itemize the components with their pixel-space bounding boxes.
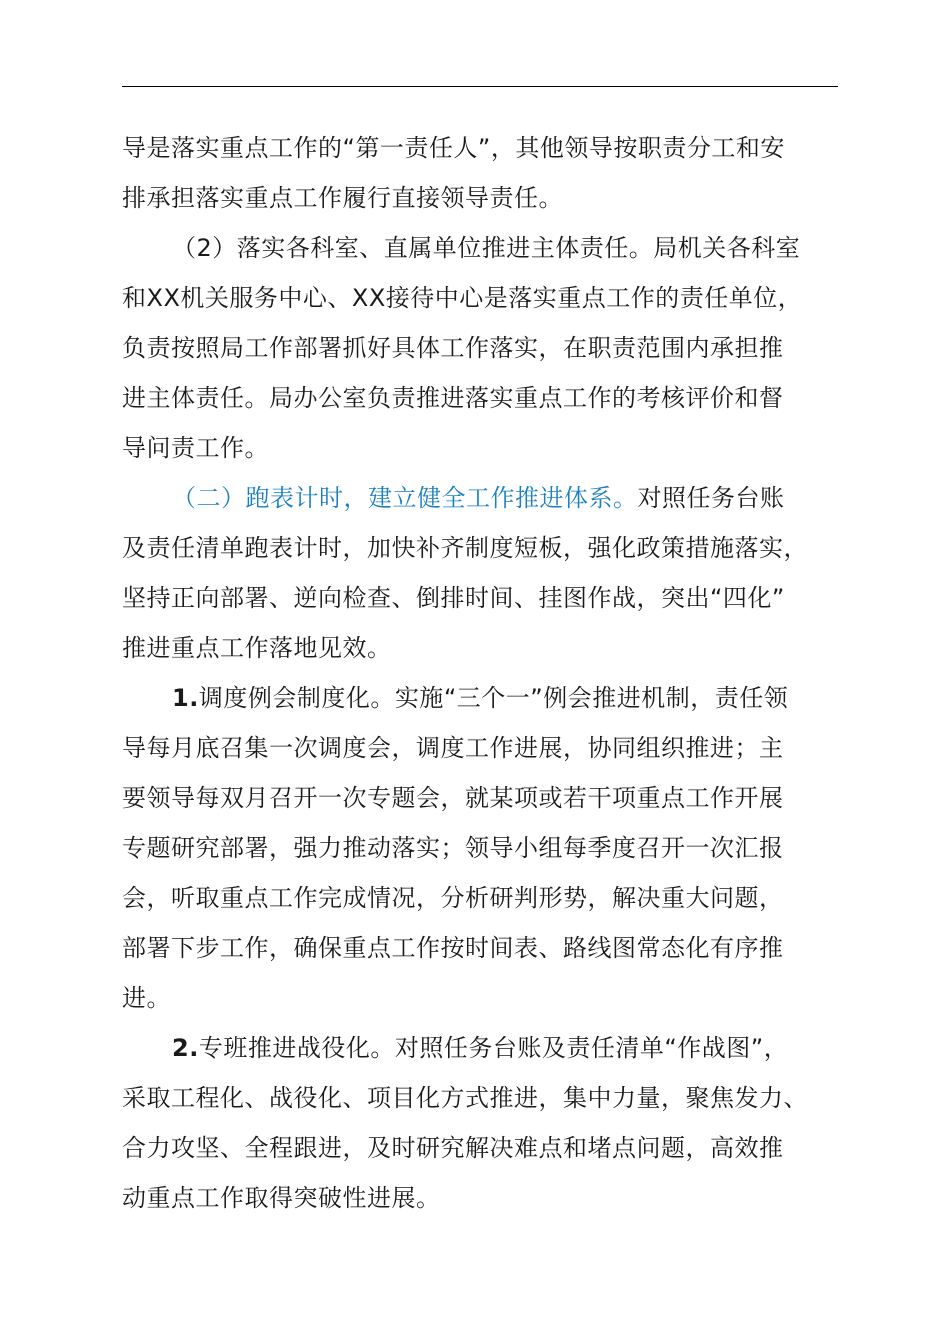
text-line: 进主体责任。局办公室负责推进落实重点工作的考核评价和督 bbox=[122, 384, 784, 412]
text-line: 动重点工作取得突破性进展。 bbox=[122, 1184, 441, 1212]
paragraph-start-line: （2）落实各科室、直属单位推进主体责任。局机关各科室 bbox=[172, 234, 801, 262]
section-heading: （二）跑表计时，建立健全工作推进体系。 bbox=[172, 484, 638, 512]
text-line: 会，听取重点工作完成情况，分析研判形势，解决重大问题， bbox=[122, 884, 784, 912]
text-line: 导每月底召集一次调度会，调度工作进展，协同组织推进；主 bbox=[122, 734, 784, 762]
text-line: 要领导每双月召开一次专题会，就某项或若干项重点工作开展 bbox=[122, 784, 784, 812]
section-heading-continuation: 对照任务台账 bbox=[637, 484, 785, 512]
document-body bbox=[122, 123, 862, 1223]
item-number: 1. bbox=[172, 684, 199, 712]
text-line: 专题研究部署，强力推动落实；领导小组每季度召开一次汇报 bbox=[122, 834, 784, 862]
text-line: 导问责工作。 bbox=[122, 434, 269, 462]
text-line: 合力攻坚、全程跟进，及时研究解决难点和堵点问题，高效推 bbox=[122, 1134, 784, 1162]
text-line: 采取工程化、战役化、项目化方式推进，集中力量，聚焦发力、 bbox=[122, 1084, 808, 1112]
text-line: 导是落实重点工作的“第一责任人”，其他领导按职责分工和安 bbox=[122, 134, 785, 162]
text-line: 排承担落实重点工作履行直接领导责任。 bbox=[122, 184, 563, 212]
text-line: 负责按照局工作部署抓好具体工作落实，在职责范围内承担推 bbox=[122, 334, 784, 362]
item-number: 2. bbox=[172, 1034, 199, 1062]
text-line: 和XX机关服务中心、XX接待中心是落实重点工作的责任单位， bbox=[122, 284, 803, 312]
item-text: 调度例会制度化。实施“三个一”例会推进机制，责任领 bbox=[198, 684, 789, 712]
text-line: 推进重点工作落地见效。 bbox=[122, 634, 392, 662]
text-line: 部署下步工作，确保重点工作按时间表、路线图常态化有序推 bbox=[122, 934, 784, 962]
numbered-item-line bbox=[122, 673, 862, 723]
header-rule bbox=[122, 86, 838, 87]
text-line: 进。 bbox=[122, 984, 171, 1012]
numbered-item-line bbox=[122, 1023, 862, 1073]
text-line: 坚持正向部署、逆向检查、倒排时间、挂图作战，突出“四化” bbox=[122, 584, 785, 612]
section-heading-line bbox=[122, 473, 862, 523]
text-line: 及责任清单跑表计时，加快补齐制度短板，强化政策措施落实， bbox=[122, 534, 808, 562]
item-text: 专班推进战役化。对照任务台账及责任清单“作战图”， bbox=[198, 1034, 789, 1062]
